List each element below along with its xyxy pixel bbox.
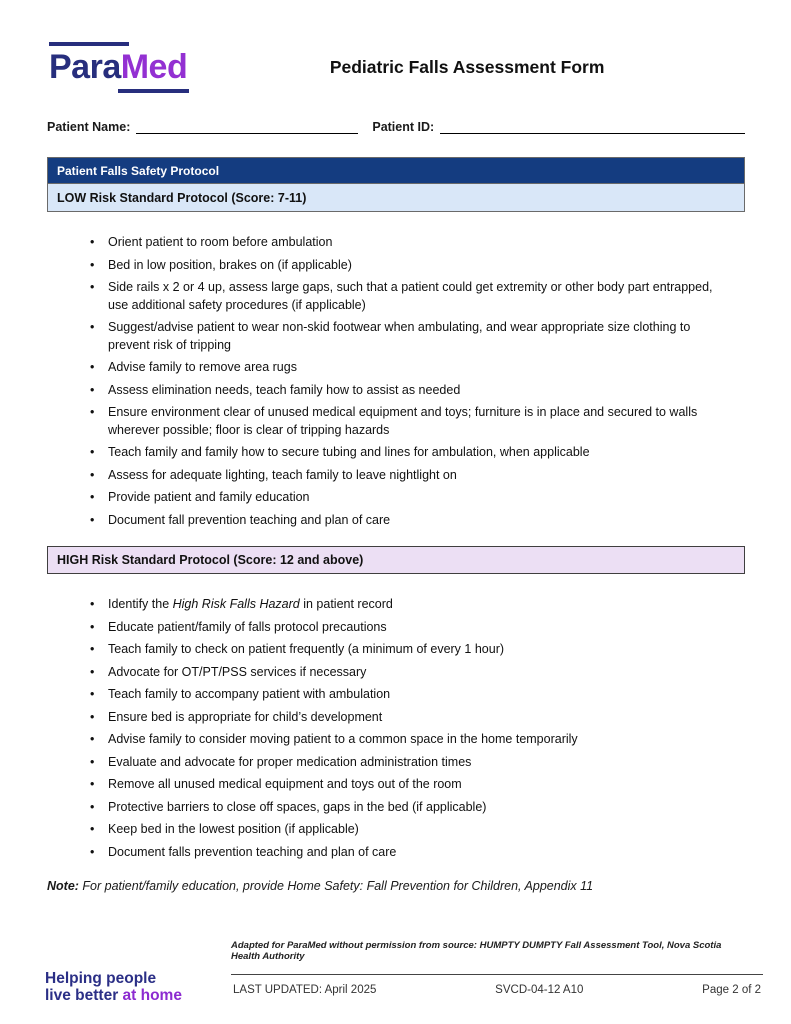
- footer-meta-row: [231, 974, 763, 996]
- page-number: Page 2 of 2: [702, 983, 761, 996]
- page-title: Pediatric Falls Assessment Form: [329, 57, 605, 77]
- tagline-line2b: at home: [122, 986, 182, 1004]
- attribution-text: Adapted for ParaMed without permission from source: HUMPTY DUMPTY Fall Assessment Tool, Nova Scotia Health Authority: [231, 940, 722, 962]
- patient-name-label: Patient Name:: [47, 120, 131, 134]
- tagline-line2a: live better: [45, 986, 123, 1004]
- bullet-item: • Document falls prevention teaching and plan of care: [88, 844, 728, 862]
- high-risk-heading: HIGH Risk Standard Protocol (Score: 12 and above): [47, 546, 745, 574]
- bullet-item: • Remove all unused medical equipment and toys out of the room: [88, 776, 728, 794]
- page-footer: [45, 970, 763, 1004]
- bullet-item: • Advocate for OT/PT/PSS services if necessary: [88, 664, 728, 682]
- bullet-item: • Keep bed in the lowest position (if applicable): [88, 821, 728, 839]
- bullet-item: • Teach family to check on patient frequently (a minimum of every 1 hour): [88, 641, 728, 659]
- logo-bottom-rule: [118, 89, 189, 93]
- bullet-item: • Teach family and family how to secure tubing and lines for ambulation, when applicable: [88, 444, 728, 462]
- bullet-item: • Side rails x 2 or 4 up, assess large gaps, such that a patient could get extremity or other body part entrapped, use additional safety procedures (if applicable): [88, 279, 728, 314]
- protocol-banner: Patient Falls Safety Protocol: [48, 158, 744, 183]
- patient-id-label: Patient ID:: [372, 120, 435, 134]
- bullet-item: • Teach family to accompany patient with ambulation: [88, 686, 728, 704]
- bullet-item: • Assess elimination needs, teach family how to assist as needed: [88, 382, 728, 400]
- high-risk-list: [88, 596, 728, 861]
- note-body: For patient/family education, provide Home Safety: Fall Prevention for Children, Appendix 11: [78, 879, 594, 893]
- document-code: SVCD-04-12 A10: [495, 983, 584, 996]
- low-risk-list: [88, 234, 728, 529]
- bullet-item: • Suggest/advise patient to wear non-skid footwear when ambulating, and wear appropriate size clothing to prevent risk of tripping: [88, 319, 728, 354]
- bullet-item: • Ensure environment clear of unused medical equipment and toys; furniture is in place and secured to walls wherever possible; floor is clear of tripping hazards: [88, 404, 728, 439]
- bullet-item: • Advise family to consider moving patient to a common space in the home temporarily: [88, 731, 728, 749]
- tagline-line1: Helping people: [45, 969, 157, 987]
- bullet-item: • Educate patient/family of falls protocol precautions: [88, 619, 728, 637]
- last-updated: LAST UPDATED: April 2025: [233, 983, 377, 996]
- bullet-item: • Document fall prevention teaching and plan of care: [88, 512, 728, 530]
- logo-text-med: Med: [120, 48, 188, 86]
- patient-name-field[interactable]: [136, 119, 358, 134]
- bullet-item: • Protective barriers to close off spaces, gaps in the bed (if applicable): [88, 799, 728, 817]
- bullet-item: • Ensure bed is appropriate for child’s development: [88, 709, 728, 727]
- note-label: Note:: [47, 879, 79, 893]
- bullet-item: • Orient patient to room before ambulation: [88, 234, 728, 252]
- bullet-item: • Evaluate and advocate for proper medication administration times: [88, 754, 728, 772]
- bullet-item: • Advise family to remove area rugs: [88, 359, 728, 377]
- patient-id-field[interactable]: [440, 119, 745, 134]
- page-header: [47, 42, 745, 93]
- bullet-item: • Provide patient and family education: [88, 489, 728, 507]
- logo-top-rule: [49, 42, 129, 46]
- bullet-item: • Bed in low position, brakes on (if applicable): [88, 257, 728, 275]
- bullet-item: • Identify the High Risk Falls Hazard in patient record: [88, 596, 728, 614]
- bullet-item: • Assess for adequate lighting, teach family to leave nightlight on: [88, 467, 728, 485]
- protocol-header-block: [47, 157, 745, 212]
- logo-text-para: Para: [49, 48, 121, 86]
- paramed-logo: [47, 42, 189, 93]
- brand-tagline: [45, 970, 231, 1004]
- note-text: [47, 879, 745, 893]
- low-risk-heading: LOW Risk Standard Protocol (Score: 7-11): [48, 183, 744, 211]
- patient-fields-row: [47, 119, 745, 134]
